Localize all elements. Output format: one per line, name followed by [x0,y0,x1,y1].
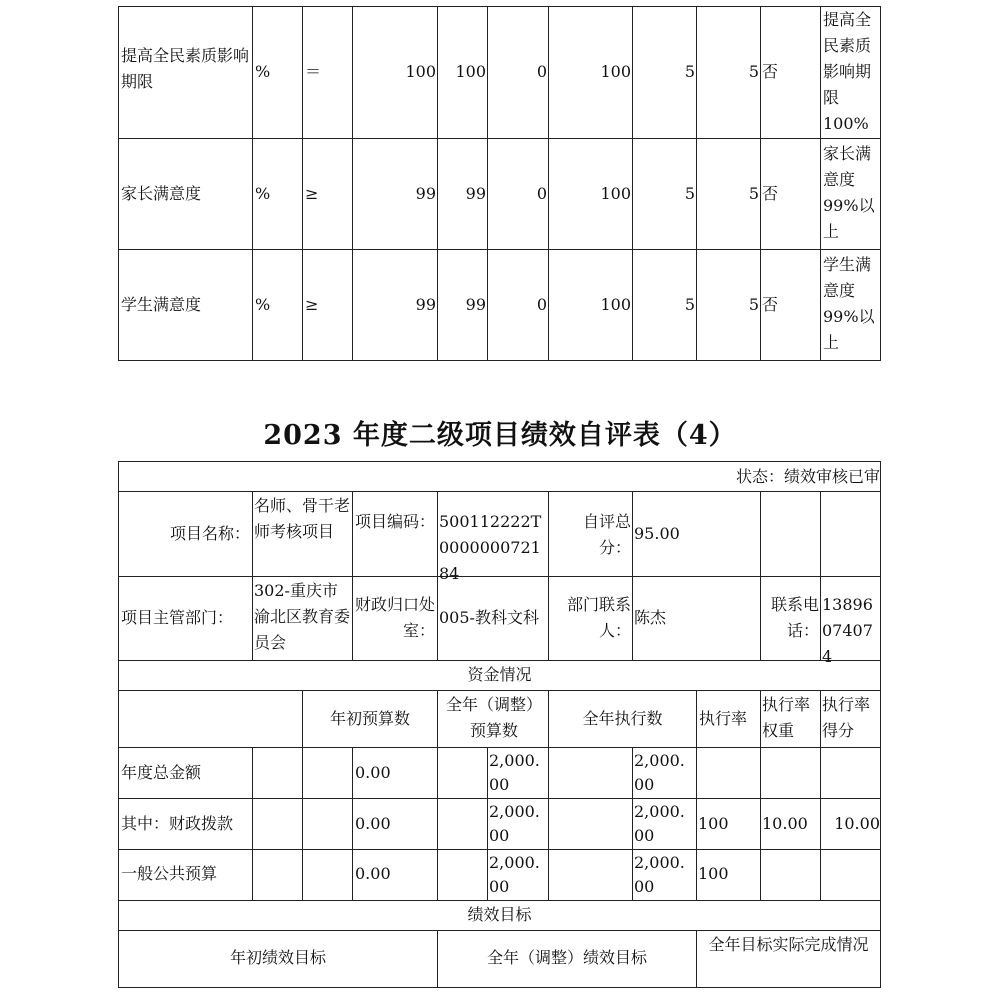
indicator-note: 学生满意度99%以上 [823,255,875,352]
contact-value: 陈杰 [634,608,667,627]
indicator-value: 100 [600,62,631,81]
goals-actual-header: 全年目标实际完成情况 [708,935,869,954]
project-code-label: 项目编码： [355,512,436,531]
funds-header-score: 执行率得分 [822,695,871,740]
funds-initial: 0.00 [355,864,391,883]
indicator-value: 99 [415,184,436,203]
indicator-value: 5 [748,62,759,81]
funds-initial: 0.00 [355,763,391,782]
indicator-value: 5 [684,62,695,81]
funds-header-executed: 全年执行数 [582,709,663,728]
indicator-flag: 否 [762,184,779,203]
funds-executed: 2,000.00 [634,802,685,845]
contact-label: 部门联系人： [566,595,631,640]
indicator-operator: ＝ [305,62,322,81]
funds-adjusted: 2,000.00 [489,853,540,896]
self-score-value: 95.00 [634,524,680,543]
indicator-name: 家长满意度 [121,184,202,203]
funds-header-rate: 执行率 [699,709,748,728]
indicator-unit: % [255,184,271,203]
indicator-value: 0 [536,184,547,203]
indicator-value: 5 [684,184,695,203]
indicator-flag: 否 [762,295,779,314]
indicator-unit: % [255,295,271,314]
indicator-note: 提高全民素质影响期限100% [823,10,872,133]
indicator-value: 100 [600,295,631,314]
dept-value: 302-重庆市渝北区教育委员会 [254,581,351,652]
dept-label: 项目主管部门： [121,608,234,627]
indicator-value: 5 [748,295,759,314]
funds-score: 10.00 [834,814,880,833]
status-text: 状态：绩效审核已审 [735,467,880,486]
indicator-name: 提高全民素质影响期限 [121,46,250,91]
finance-office-label: 财政归口处室： [355,595,436,640]
indicator-value: 99 [465,295,486,314]
indicator-unit: % [255,62,271,81]
funds-header-adjusted: 全年（调整）预算数 [446,695,543,740]
indicator-value: 100 [455,62,486,81]
funds-weight: 10.00 [762,814,808,833]
phone-label: 联系电话： [770,595,819,640]
indicator-value: 0 [536,62,547,81]
finance-office-value: 005-教科文科 [439,608,539,627]
project-code-value: 500112222T000000072184 [439,512,542,583]
funds-executed: 2,000.00 [634,751,685,794]
funds-rate: 100 [698,864,729,883]
indicator-value: 100 [405,62,436,81]
funds-rate: 100 [698,814,729,833]
phone-value: 13896074074 [822,595,873,666]
goals-section-title: 绩效目标 [467,905,532,924]
self-score-label: 自评总分： [582,512,631,557]
funds-executed: 2,000.00 [634,853,685,896]
funds-initial: 0.00 [355,814,391,833]
indicator-value: 99 [465,184,486,203]
indicator-operator: ≥ [305,295,319,314]
indicator-value: 100 [600,184,631,203]
indicator-name: 学生满意度 [121,295,202,314]
indicator-value: 99 [415,295,436,314]
indicator-value: 5 [748,184,759,203]
indicator-value: 5 [684,295,695,314]
indicator-value: 0 [536,295,547,314]
project-name-label: 项目名称： [169,524,250,543]
funds-header-initial: 年初预算数 [329,709,410,728]
funds-adjusted: 2,000.00 [489,751,540,794]
funds-section-title: 资金情况 [467,665,532,684]
page-title: 2023 年度二级项目绩效自评表（4） [263,420,737,451]
indicator-operator: ≥ [305,184,319,203]
funds-row-label: 年度总金额 [121,763,202,782]
indicator-flag: 否 [762,62,779,81]
goals-initial-header: 年初绩效目标 [229,948,326,967]
funds-row-label: 其中：财政拨款 [121,814,234,833]
funds-adjusted: 2,000.00 [489,802,540,845]
funds-header-weight: 执行率权重 [762,695,811,740]
funds-row-label: 一般公共预算 [121,864,218,883]
indicator-note: 家长满意度99%以上 [823,144,875,241]
project-name-value: 名师、骨干老师考核项目 [254,496,351,541]
goals-adjusted-header: 全年（调整）绩效目标 [486,948,647,967]
